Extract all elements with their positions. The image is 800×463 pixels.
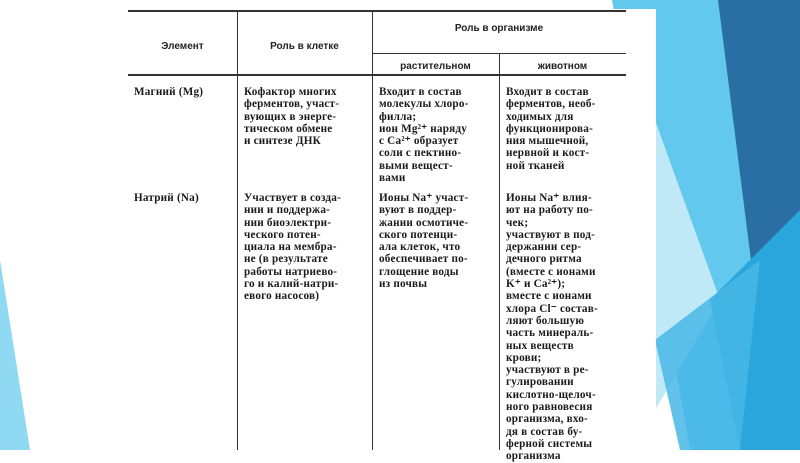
row-na-element: Натрий (Na): [134, 192, 199, 204]
cell-line: молекулы хлоро-: [379, 98, 469, 111]
cell-line: K⁺ и Ca²⁺);: [506, 278, 566, 291]
cell-line: хлора Cl⁻ состав-: [506, 302, 598, 315]
row-mg-plant: [379, 86, 469, 184]
cell-line: часть минераль-: [506, 327, 594, 340]
row-na-animal: [506, 192, 598, 463]
cell-line: Ионы Na⁺ участ-: [379, 192, 469, 204]
row-na-plant: [379, 192, 468, 290]
cell-line: не (в результате: [244, 253, 328, 266]
cell-line: Кофактор многих: [244, 86, 337, 98]
cell-line: ной тканей: [506, 159, 565, 172]
cell-line: нии и поддержа-: [244, 204, 331, 217]
row-mg-element: Магний (Mg): [134, 86, 204, 98]
cell-line: Входит в состав: [506, 86, 589, 98]
cell-line: вуют в поддер-: [379, 204, 457, 217]
cell-line: ходимых для: [506, 110, 574, 123]
cell-line: ферментов, необ-: [506, 98, 596, 111]
cell-line: ион Mg²⁺ наряду: [379, 122, 468, 135]
table-image: [120, 9, 656, 463]
header-plant: растительном: [400, 61, 471, 72]
cell-line: чек;: [506, 216, 529, 229]
header-organism-role: Роль в организме: [454, 23, 544, 34]
cell-line: участвуют в под-: [506, 228, 596, 241]
cell-line: и синтезе ДНК: [244, 135, 321, 148]
cell-line: ния мышечной,: [506, 135, 589, 148]
deco-triangle-pale: [0, 260, 30, 450]
header-cell-role: Роль в клетке: [270, 41, 339, 52]
row-na-cell-role: [244, 192, 341, 303]
cell-line: филла;: [379, 110, 417, 123]
cell-line: нии биоэлектри-: [244, 216, 332, 229]
cell-line: (вместе с ионами: [506, 265, 596, 278]
cell-line: ных веществ: [506, 339, 574, 352]
cell-line: дечного ритма: [506, 253, 582, 266]
cell-line: соли с пектино-: [379, 147, 462, 160]
cell-line: жании осмотиче-: [379, 216, 469, 229]
cell-line: вующих в энерге-: [244, 110, 337, 123]
cell-line: ляют большую: [506, 314, 585, 327]
col-divider-3: [499, 53, 500, 450]
cell-line: крови;: [506, 351, 542, 364]
cell-line: тическом обмене: [244, 122, 333, 135]
cell-line: выми вещест-: [379, 159, 453, 172]
col-divider-1: [237, 10, 238, 450]
cell-line: держании сер-: [506, 241, 582, 254]
cell-line: работы натриево-: [244, 265, 338, 278]
cell-line: ют на работу по-: [506, 204, 593, 217]
cell-line: го и калий-натри-: [244, 278, 339, 291]
row-mg-cell-role: [244, 86, 339, 147]
row-mg-animal: [506, 86, 596, 172]
cell-line: ферментов, участ-: [244, 98, 340, 111]
table-top-rule: [128, 10, 626, 12]
cell-line: с Ca²⁺ образует: [379, 135, 459, 148]
cell-line: из почвы: [379, 278, 428, 291]
cell-line: нервной и кост-: [506, 147, 590, 160]
cell-line: кислотно-щелоч-: [506, 388, 596, 401]
cell-line: дя в состав бу-: [506, 425, 583, 438]
cell-line: циала на мембра-: [244, 241, 337, 254]
col-divider-2: [372, 10, 373, 450]
cell-line: ческого потен-: [244, 228, 321, 241]
header-bottom-rule: [128, 74, 626, 76]
cell-line: ферной системы: [506, 437, 593, 450]
cell-line: Участвует в созда-: [244, 192, 342, 204]
cell-line: ного равновесия: [506, 401, 593, 414]
cell-line: обеспечивает по-: [379, 253, 468, 266]
cell-line: участвуют в ре-: [506, 364, 589, 377]
cell-line: организма, вхо-: [506, 413, 588, 426]
cell-line: ала клеток, что: [379, 241, 461, 254]
header-element: Элемент: [161, 41, 204, 52]
cell-line: гулировании: [506, 376, 574, 389]
cell-line: вами: [379, 172, 406, 185]
cell-line: Входит в состав: [379, 86, 462, 98]
header-animal: животном: [537, 61, 588, 72]
cell-line: ского потенци-: [379, 228, 458, 241]
cell-line: вместе с ионами: [506, 290, 592, 303]
cell-line: функционирова-: [506, 122, 594, 135]
cell-line: глощение воды: [379, 265, 459, 278]
cell-line: Ионы Na⁺ влия-: [506, 192, 592, 204]
cell-line: организма: [506, 450, 561, 463]
cell-line: евого насосов): [244, 290, 320, 303]
